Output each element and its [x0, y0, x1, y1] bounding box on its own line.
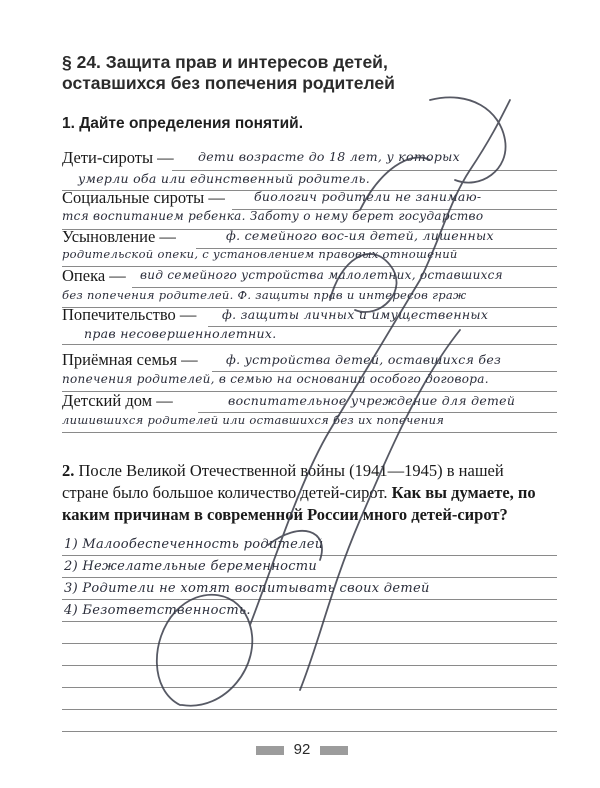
handwritten-answer: лишившихся родителей или оставшихся без их попечения	[62, 413, 445, 427]
handwritten-answer: родительской опеки, с установлением правовых отношений	[62, 247, 458, 261]
handwritten-answer: без попечения родителей. Ф. защиты прав и интересов граж	[62, 288, 467, 302]
handwritten-answer: попечения родителей, в семью на основании особого договора.	[62, 372, 489, 386]
handwritten-answer: биологич родители не занимаю-	[254, 189, 482, 204]
page-footer	[256, 742, 348, 758]
term-label: Попечительство —	[62, 305, 197, 324]
handwritten-answer: воспитательное учреждение для детей	[228, 393, 516, 408]
handwritten-answer: прав несовершеннолетних.	[84, 326, 277, 341]
task2-text: После Великой Отечественной войны (1941—1945) в нашей стране было большое количество детей-сирот.	[62, 461, 504, 502]
section-title-line2: оставшихся без попечения родителей	[62, 73, 395, 93]
page-number: 92	[293, 741, 311, 758]
term-label: Дети-сироты —	[62, 148, 174, 167]
handwritten-answer: 3) Родители не хотят воспитывать своих детей	[64, 581, 430, 596]
footer-bar-right	[320, 746, 348, 755]
handwritten-answer: ф. защиты личных и имущественных	[222, 307, 489, 322]
handwritten-answer: умерли оба или единственный родитель.	[78, 171, 371, 186]
handwritten-answer: ф. устройства детей, оставшихся без	[226, 352, 502, 367]
handwritten-answer: тся воспитанием ребенка. Заботу о нему берет государство	[62, 209, 484, 223]
term-label: Опека —	[62, 266, 126, 285]
term-label: Приёмная семья —	[62, 350, 198, 369]
task2-number: 2.	[62, 461, 75, 480]
term-label: Детский дом —	[62, 391, 173, 410]
term-label: Усыновление —	[62, 227, 176, 246]
handwritten-answer: 1) Малообеспеченность родителей	[64, 537, 324, 552]
task2-text-bold: Как вы думаете, по каким причинам в современной России много детей-сирот?	[62, 483, 536, 524]
handwritten-answer: ф. семейного вос-ия детей, лишенных	[226, 228, 494, 243]
handwritten-answer: 2) Нежелательные беременности	[64, 559, 318, 574]
handwritten-answer: дети возрасте до 18 лет, у которых	[198, 149, 460, 164]
section-title-line1: § 24. Защита прав и интересов детей,	[62, 52, 388, 72]
term-label: Социальные сироты —	[62, 188, 225, 207]
footer-bar-left	[256, 746, 284, 755]
handwritten-answer: 4) Безответственность.	[64, 603, 251, 618]
task1-heading: 1. Дайте определения понятий.	[62, 115, 304, 132]
handwritten-answer: вид семейного устройства малолетних, оставшихся	[140, 268, 503, 282]
